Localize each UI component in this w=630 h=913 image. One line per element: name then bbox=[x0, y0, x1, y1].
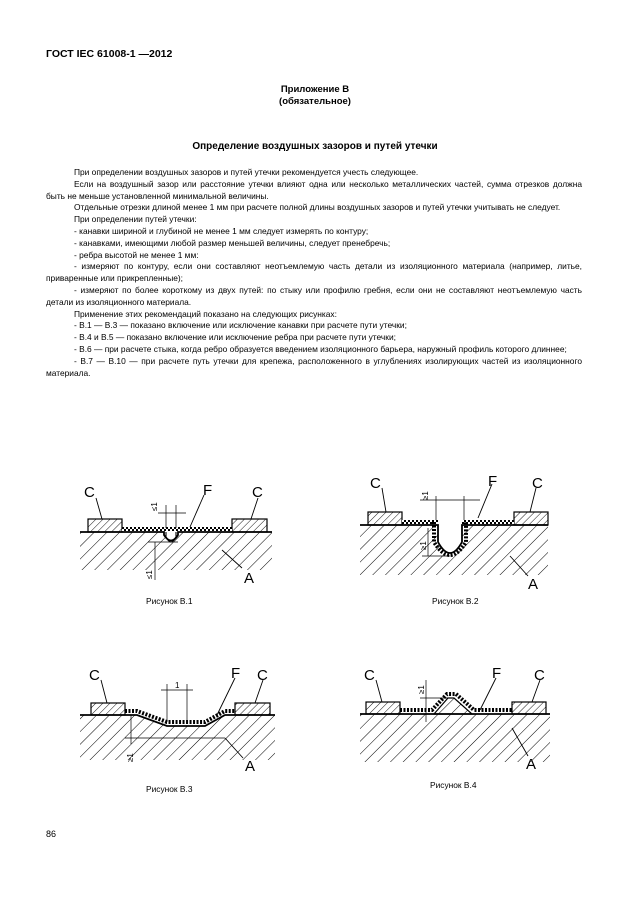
figure-caption: Рисунок В.1 bbox=[146, 596, 193, 606]
label-f: F bbox=[492, 665, 502, 682]
label-f: F bbox=[203, 482, 213, 499]
label-c-left: C bbox=[89, 667, 100, 684]
label-c-right: C bbox=[534, 667, 545, 684]
paragraph: Если на воздушный зазор или расстояние утечки влияют одна или несколько металлических частей, сумма отрезков должна быть не меньше установленной минимальной величины. bbox=[46, 178, 582, 201]
creepage-path bbox=[462, 520, 514, 524]
dim-label-height: ≥1 bbox=[417, 685, 426, 694]
annex-title: Приложение В bbox=[280, 84, 350, 95]
paragraph: При определении воздушных зазоров и путей утечки рекомендуется учесть следующее. bbox=[74, 167, 419, 177]
paragraph: - измеряют по контуру, если они составляют неотъемлемую часть детали из изоляционного материала (например, литье, приваренные или прикрепленные); bbox=[46, 261, 582, 284]
label-a: A bbox=[245, 758, 256, 775]
label-c-right: C bbox=[257, 667, 268, 684]
insulation-rib bbox=[434, 698, 472, 714]
leader-c bbox=[376, 680, 382, 702]
label-a: A bbox=[526, 756, 537, 773]
conductor-left bbox=[366, 702, 400, 714]
leader-f bbox=[190, 495, 204, 527]
label-c-left: C bbox=[84, 484, 95, 501]
paragraph: - В.4 и В.5 — показано включение или исключение ребра при расчете пути утечки; bbox=[74, 332, 396, 343]
figure-caption: Рисунок В.4 bbox=[430, 780, 477, 790]
paragraph: - В.6 — при расчете стыка, когда ребро образуется введением изоляционного барьера, наружный профиль которого длиннее; bbox=[74, 343, 567, 354]
label-a: A bbox=[528, 576, 539, 593]
conductor-left bbox=[368, 512, 402, 525]
paragraph: - В.7 — В.10 — при расчете путь утечки для крепежа, расположенного в углублениях изолирующих частей из изоляционного материала. bbox=[46, 355, 582, 378]
leader-c bbox=[251, 498, 258, 519]
paragraph: При определении путей утечки: bbox=[74, 214, 197, 225]
leader-c bbox=[101, 680, 107, 703]
label-c-left: C bbox=[364, 667, 375, 684]
figure-caption: Рисунок В.3 bbox=[146, 784, 193, 794]
conductor-right bbox=[232, 519, 267, 532]
conductor-left bbox=[88, 519, 122, 532]
leader-c bbox=[96, 498, 102, 519]
label-c-right: C bbox=[252, 484, 263, 501]
dim-label-depth: ≥1 bbox=[126, 753, 135, 762]
body-text bbox=[46, 167, 582, 379]
figure-b4-drawing bbox=[352, 660, 562, 785]
paragraph: - ребра высотой не менее 1 мм: bbox=[74, 249, 199, 260]
paragraph: - измеряют по более короткому из двух путей: по стыку или профилю гребня, если они не составляют неотъемлемую часть детали из изоляционного материала. bbox=[46, 284, 582, 307]
document-id: ГОСТ IEC 61008-1 —2012 bbox=[46, 48, 173, 60]
insulation-body-hatch bbox=[360, 714, 550, 762]
dim-label-width: ≤1 bbox=[150, 502, 159, 511]
label-c-right: C bbox=[532, 475, 543, 492]
figure-caption: Рисунок В.2 bbox=[432, 596, 479, 606]
leader-c bbox=[382, 488, 386, 512]
annex-subtitle: (обязательное) bbox=[279, 96, 351, 107]
paragraph: - канавки шириной и глубиной не менее 1 мм следует измерять по контуру; bbox=[74, 225, 369, 236]
creepage-path bbox=[122, 527, 232, 531]
paragraph: Применение этих рекомендаций показано на следующих рисунках: bbox=[74, 308, 337, 319]
paragraph: Отдельные отрезки длиной менее 1 мм при расчете полной длины воздушных зазоров и путей утечки учитывать не следует. bbox=[74, 202, 561, 213]
conductor-right bbox=[235, 703, 270, 715]
conductor-right bbox=[512, 702, 546, 714]
label-f: F bbox=[488, 473, 498, 490]
section-title: Определение воздушных зазоров и путей утечки bbox=[192, 141, 438, 152]
dim-label-width: ≥1 bbox=[421, 491, 430, 500]
conductor-left bbox=[91, 703, 125, 715]
paragraph: - канавками, имеющими любой размер меньшей величины, следует пренебречь; bbox=[74, 237, 391, 248]
label-f: F bbox=[231, 665, 241, 682]
leader-f bbox=[480, 678, 496, 710]
dim-label-width: 1 bbox=[175, 681, 180, 690]
label-c-left: C bbox=[370, 475, 381, 492]
dim-label-depth: ≥1 bbox=[419, 541, 428, 550]
conductor-right bbox=[514, 512, 548, 525]
dim-label-depth: ≤1 bbox=[145, 570, 154, 579]
paragraph: - В.1 — В.3 — показано включение или исключение канавки при расчете пути утечки; bbox=[74, 320, 407, 331]
figure-b2-drawing bbox=[350, 470, 560, 595]
figure-b3-drawing bbox=[75, 660, 290, 785]
label-a: A bbox=[244, 570, 255, 587]
figure-b1-drawing bbox=[62, 475, 282, 595]
page-number: 86 bbox=[46, 829, 57, 839]
